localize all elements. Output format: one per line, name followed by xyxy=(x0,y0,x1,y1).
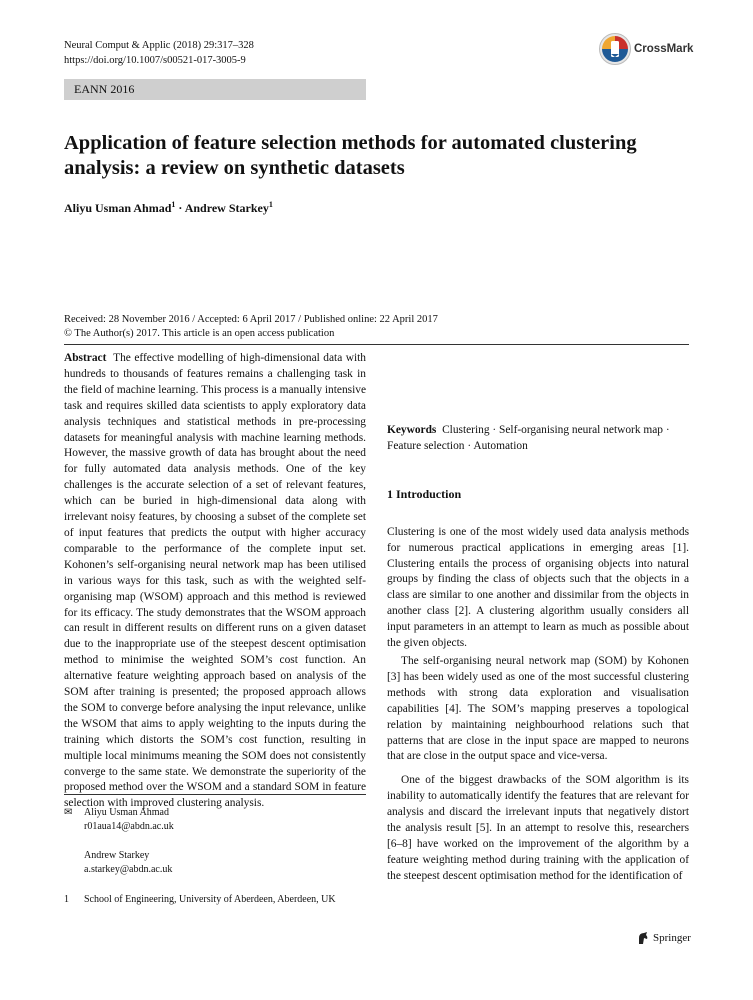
abstract-text: The effective modelling of high-dimensional data with hundreds to thousands of features remains a challenging task in the field of machine learning. This process is a manually intensive task and requires skilled data scientists to apply exploratory data analysis techniques and statistical methods in pre-processing datasets for meaningful analysis with machine learning methods. However, the massive growth of data has brought about the need for fully automated data analysis methods. One of the key challenges is the accurate selection of a set of relevant features, which can be buried in high-dimensional data along with irrelevant noisy features, by choosing a subset of the complete set of input features that predicts the output with higher accuracy comparable to the performance of the complete input set. Kohonen’s self-organising neural network map has been utilised in various ways for this task, such as with the weighted self-organising map (WSOM) approach and this method is reviewed for its efficacy. The study demonstrates that the WSOM approach can result in different results on different runs on a given dataset due to the inappropriate use of the steepest descent optimisation method to minimise the weighted SOM’s cost function. An alternative feature weighting approach based on analysis of the SOM after training is presented; the proposed approach allows the SOM to converge before analysing the input relevance, unlike the WSOM that aims to apply weighting to the inputs during the training which distorts the SOM’s cost function, resulting in multiple local minimums meaning the SOM does not consistently converge to the same state. We demonstrate the superiority of the proposed method over the WSOM and a standard SOM in feature selection with improved clustering analysis. xyxy=(64,352,366,810)
section-band xyxy=(64,79,366,100)
copyright-icon: © xyxy=(64,328,72,339)
keywords-label: Keywords xyxy=(387,424,437,436)
journal-header xyxy=(64,38,254,68)
author-affiliation-mark: 1 xyxy=(268,200,273,209)
copyright-text: The Author(s) 2017. This article is an open access publication xyxy=(74,328,335,339)
author-name[interactable]: Andrew Starkey xyxy=(184,201,269,215)
section-band-label: EANN 2016 xyxy=(74,82,135,96)
author-name[interactable]: Aliyu Usman Ahmad xyxy=(64,201,172,215)
publisher-logo xyxy=(636,931,691,945)
copyright-line xyxy=(64,327,438,341)
header-divider xyxy=(64,344,689,345)
crossmark-icon xyxy=(598,32,632,66)
keywords-block xyxy=(387,423,689,455)
section-heading: 1 Introduction xyxy=(387,486,462,501)
affiliation-number: 1 xyxy=(64,894,69,905)
paper-title: Application of feature selection methods for automated clustering analysis: a review on synthetic datasets xyxy=(64,132,637,179)
contact-2 xyxy=(84,849,172,876)
abstract-column xyxy=(64,351,366,812)
publisher-name: Springer xyxy=(653,932,691,944)
publication-dates xyxy=(64,313,438,341)
journal-doi[interactable]: https://doi.org/10.1007/s00521-017-3005-9 xyxy=(64,55,246,66)
author-separator: · xyxy=(175,201,185,215)
contact-name: Aliyu Usman Ahmad xyxy=(84,807,169,818)
paragraph: The self-organising neural network map (SOM) by Kohonen [3] has been widely used as one of the most successful clustering methods with strong data exploration and visualisation capabilities [4]. The SOM’s mapping preserves a topological relation by maintaining neighbourhood relations such that patterns that are close in the input space are mapped to neurons that are close in the output space and vice-versa. xyxy=(387,654,689,763)
contact-1 xyxy=(84,806,174,833)
dates-line: Received: 28 November 2016 / Accepted: 6 April 2017 / Published online: 22 April 2017 xyxy=(64,314,438,325)
abstract-label: Abstract xyxy=(64,352,107,364)
envelope-icon: ✉ xyxy=(64,807,73,818)
affiliation-text: School of Engineering, University of Aberdeen, Aberdeen, UK xyxy=(84,894,336,905)
journal-citation: Neural Comput & Applic (2018) 29:317–328 xyxy=(64,40,254,51)
footnote-divider xyxy=(64,794,366,795)
author-affiliation-mark: 1 xyxy=(171,200,176,209)
contact-name: Andrew Starkey xyxy=(84,850,150,861)
paragraph: Clustering is one of the most widely used data analysis methods for numerous practical applications in emerging areas [1]. Clustering entails the process of organising objects into natural groups by finding the class of objects such that the objects in a class are similar to one another and dissimilar from the objects in another class [2]. A clustering algorithm usually considers all input parameters in an attempt to learn as much as possible about the given objects. xyxy=(387,525,689,650)
author-list xyxy=(64,200,273,216)
paragraph: One of the biggest drawbacks of the SOM algorithm is its inability to automatically identify the features that are relevant for analysis and discard the irrelevant inputs that negatively distort the analysis result [5]. In an attempt to resolve this, researchers [6–8] have worked on the improvement of the algorithm by a feature weighting method during training with the application of the steepest descent optimisation method for the identification of xyxy=(387,774,689,882)
crossmark-label: CrossMark xyxy=(634,43,694,55)
springer-horse-icon xyxy=(636,931,650,945)
contact-email[interactable]: a.starkey@abdn.ac.uk xyxy=(84,863,173,875)
abstract xyxy=(64,351,366,812)
contact-email[interactable]: r01aua14@abdn.ac.uk xyxy=(84,820,174,832)
crossmark-badge[interactable] xyxy=(598,32,693,66)
keywords-text: Clustering · Self-organising neural network map · Feature selection · Automation xyxy=(387,424,670,452)
right-column xyxy=(387,351,689,885)
